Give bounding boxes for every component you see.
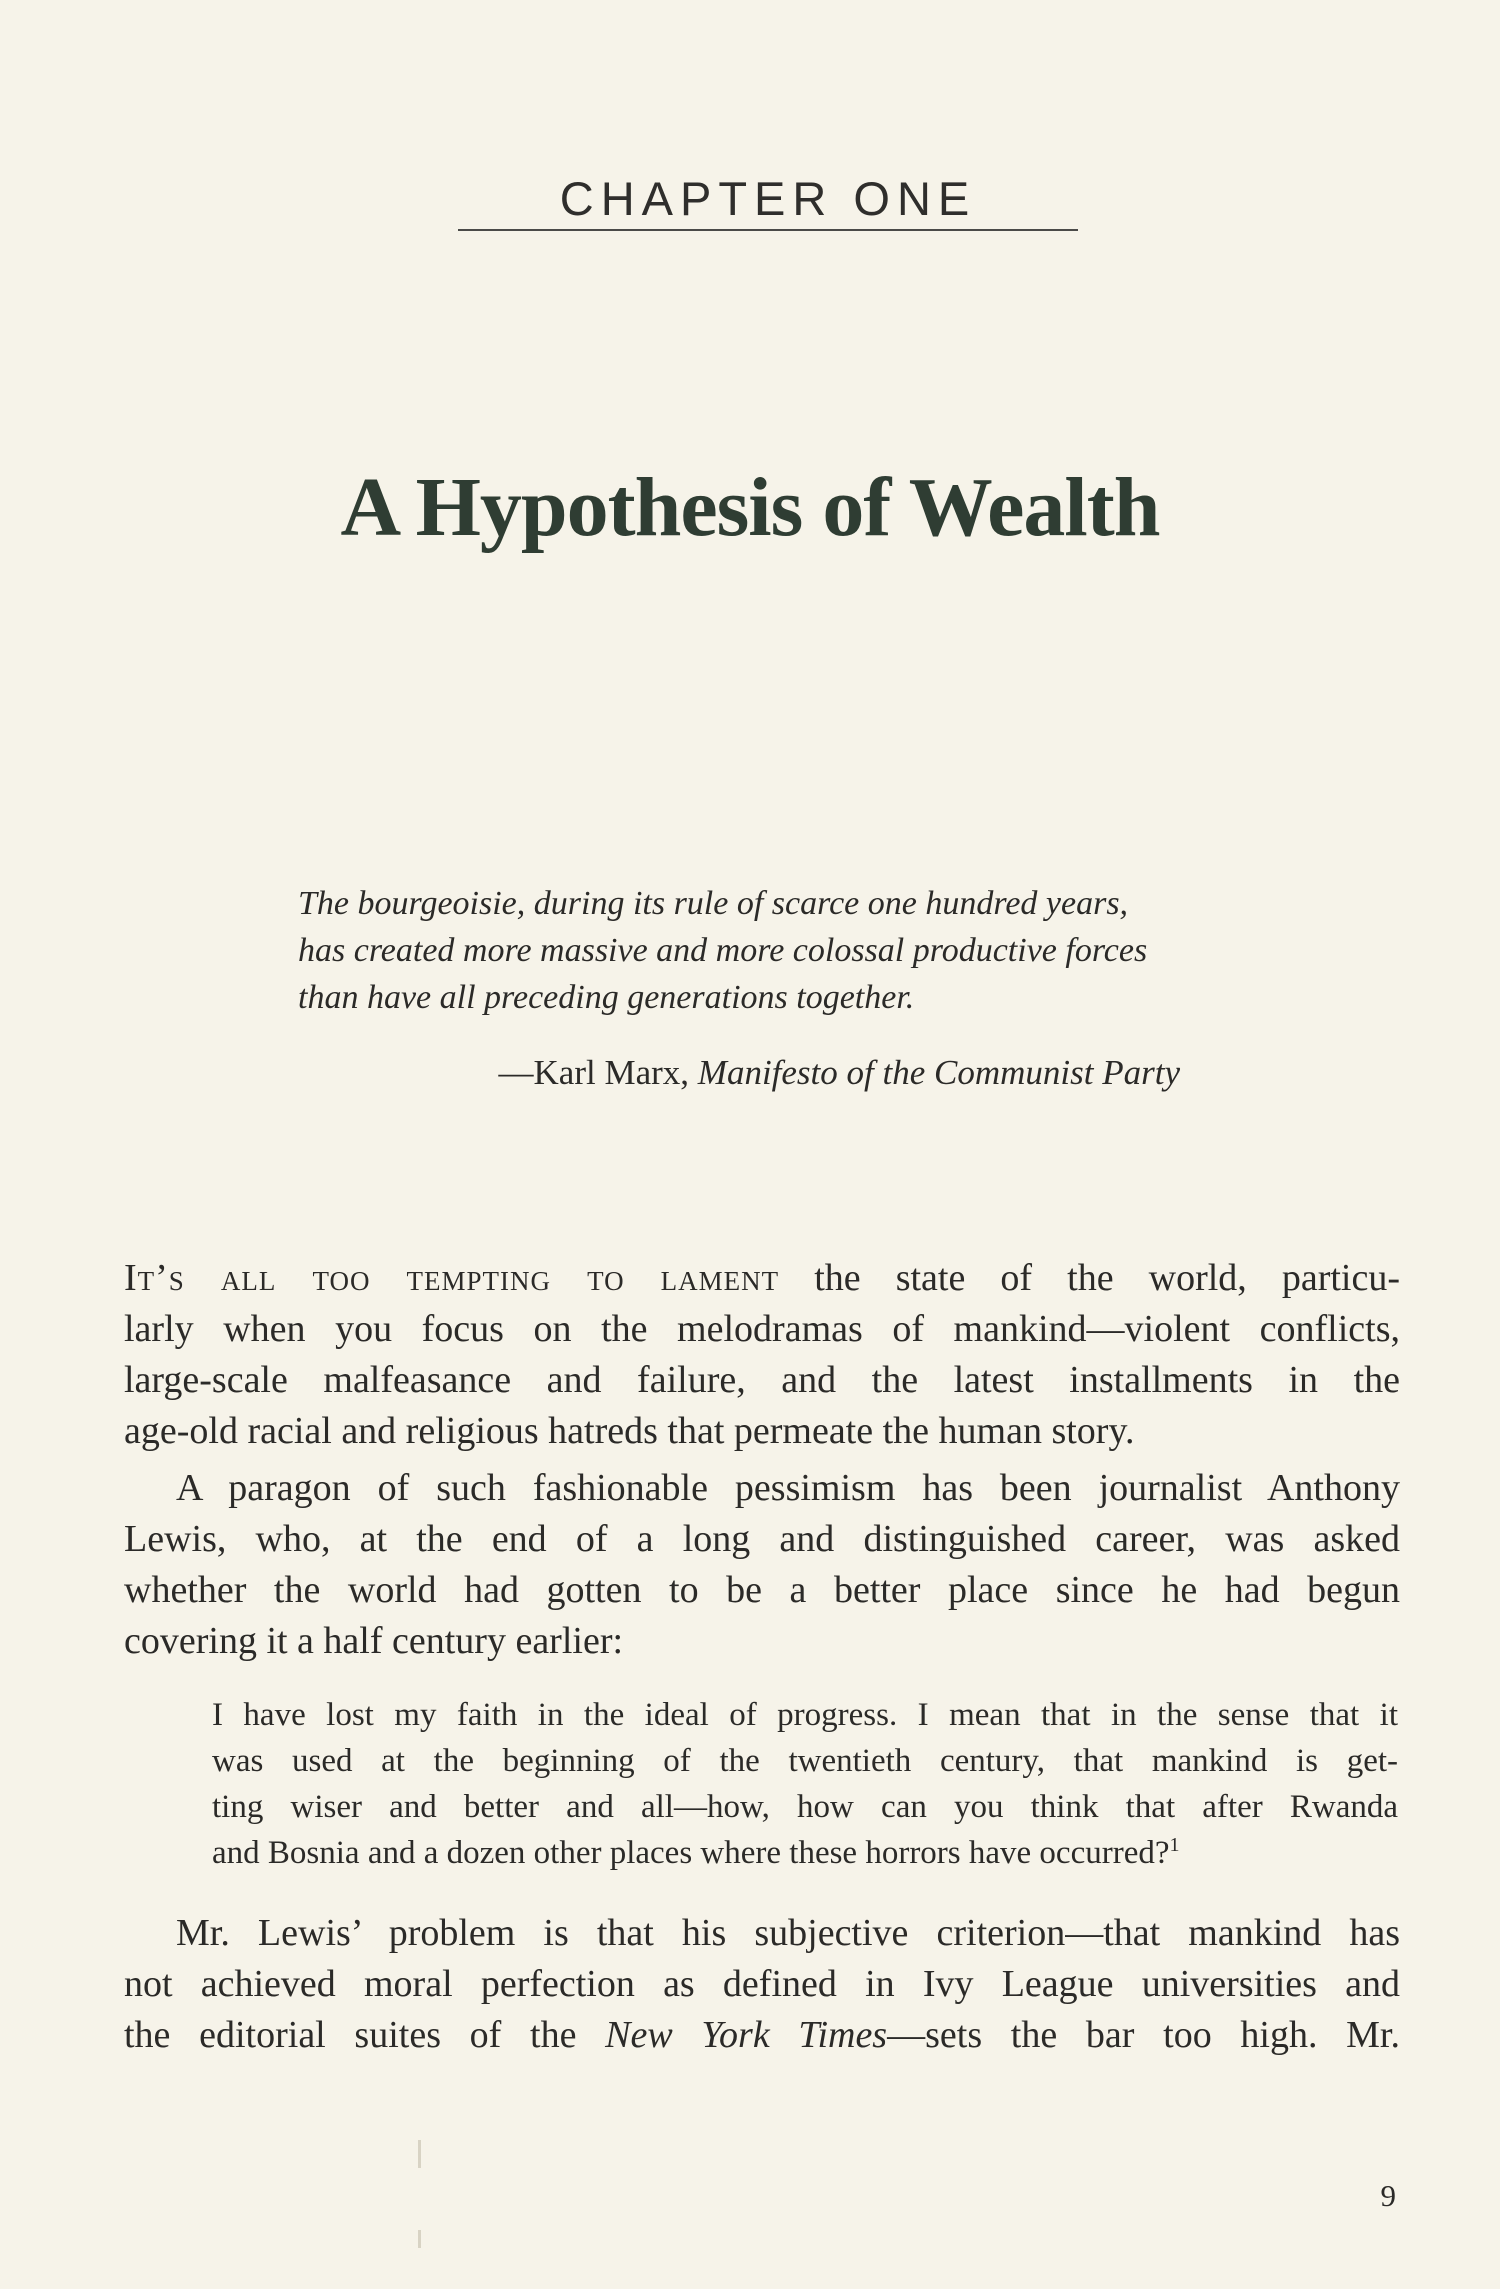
paragraph-line bbox=[124, 2010, 1400, 2061]
paragraph-line: age-old racial and religious hatreds that permeate the human story. bbox=[124, 1410, 1135, 1452]
chapter-label: CHAPTER ONE bbox=[559, 172, 977, 225]
paragraph-2 bbox=[124, 1463, 1400, 1667]
epigraph-line: than have all preceding generations together. bbox=[298, 979, 915, 1016]
line-after: —sets the bar too high. Mr. bbox=[887, 2014, 1400, 2056]
scan-artifact bbox=[418, 2140, 421, 2168]
paragraph-line: not achieved moral perfection as defined in Ivy League universities and bbox=[124, 1963, 1400, 2005]
epigraph-attribution bbox=[300, 1055, 1180, 1090]
paragraph-line: larly when you focus on the melodramas of mankind—violent conflicts, bbox=[124, 1308, 1400, 1350]
paragraph-line: Mr. Lewis’ problem is that his subjective criterion—that mankind has bbox=[176, 1912, 1400, 1954]
quote-line: I have lost my faith in the ideal of progress. I mean that in the sense that it bbox=[212, 1697, 1398, 1733]
paragraph-line: covering it a half century earlier: bbox=[124, 1620, 624, 1662]
lead-in-smallcaps: It’s all too tempting to lament bbox=[124, 1257, 780, 1299]
quote-line bbox=[212, 1830, 1398, 1876]
paragraph-line: large-scale malfeasance and failure, and the latest installments in the bbox=[124, 1359, 1400, 1401]
attribution-work: Manifesto of the Communist Party bbox=[697, 1053, 1180, 1092]
paragraph-3 bbox=[124, 1908, 1400, 2061]
footnote-reference[interactable]: 1 bbox=[1169, 1834, 1180, 1856]
paragraph-line: A paragon of such fashionable pessimism has been journalist Anthony bbox=[176, 1467, 1400, 1509]
quote-last-text: and Bosnia and a dozen other places where these horrors have occurred? bbox=[212, 1835, 1170, 1871]
paragraph-line: Lewis, who, at the end of a long and distinguished career, was asked bbox=[124, 1518, 1400, 1560]
line-before: the editorial suites of the bbox=[124, 2014, 606, 2056]
block-quote bbox=[212, 1692, 1398, 1876]
paragraph-line: whether the world had gotten to be a better place since he had begun bbox=[124, 1569, 1400, 1611]
epigraph-line: has created more massive and more colossal productive forces bbox=[298, 932, 1148, 969]
page-number: 9 bbox=[1380, 2178, 1396, 2213]
quote-line: was used at the beginning of the twentieth century, that mankind is get- bbox=[212, 1743, 1398, 1779]
line-rest: the state of the world, particu- bbox=[779, 1257, 1401, 1299]
chapter-rule bbox=[458, 229, 1078, 231]
epigraph bbox=[298, 880, 1198, 1021]
attribution-author: —Karl Marx, bbox=[498, 1053, 698, 1092]
quote-line: ting wiser and better and all—how, how can you think that after Rwanda bbox=[212, 1789, 1398, 1825]
paragraph-1 bbox=[124, 1253, 1400, 1457]
newspaper-title: New York Times bbox=[605, 2014, 888, 2056]
epigraph-line: The bourgeoisie, during its rule of scarce one hundred years, bbox=[298, 885, 1129, 922]
paragraph-line bbox=[124, 1253, 1400, 1304]
chapter-title: A Hypothesis of Wealth bbox=[340, 461, 1160, 554]
scan-artifact bbox=[418, 2230, 421, 2248]
